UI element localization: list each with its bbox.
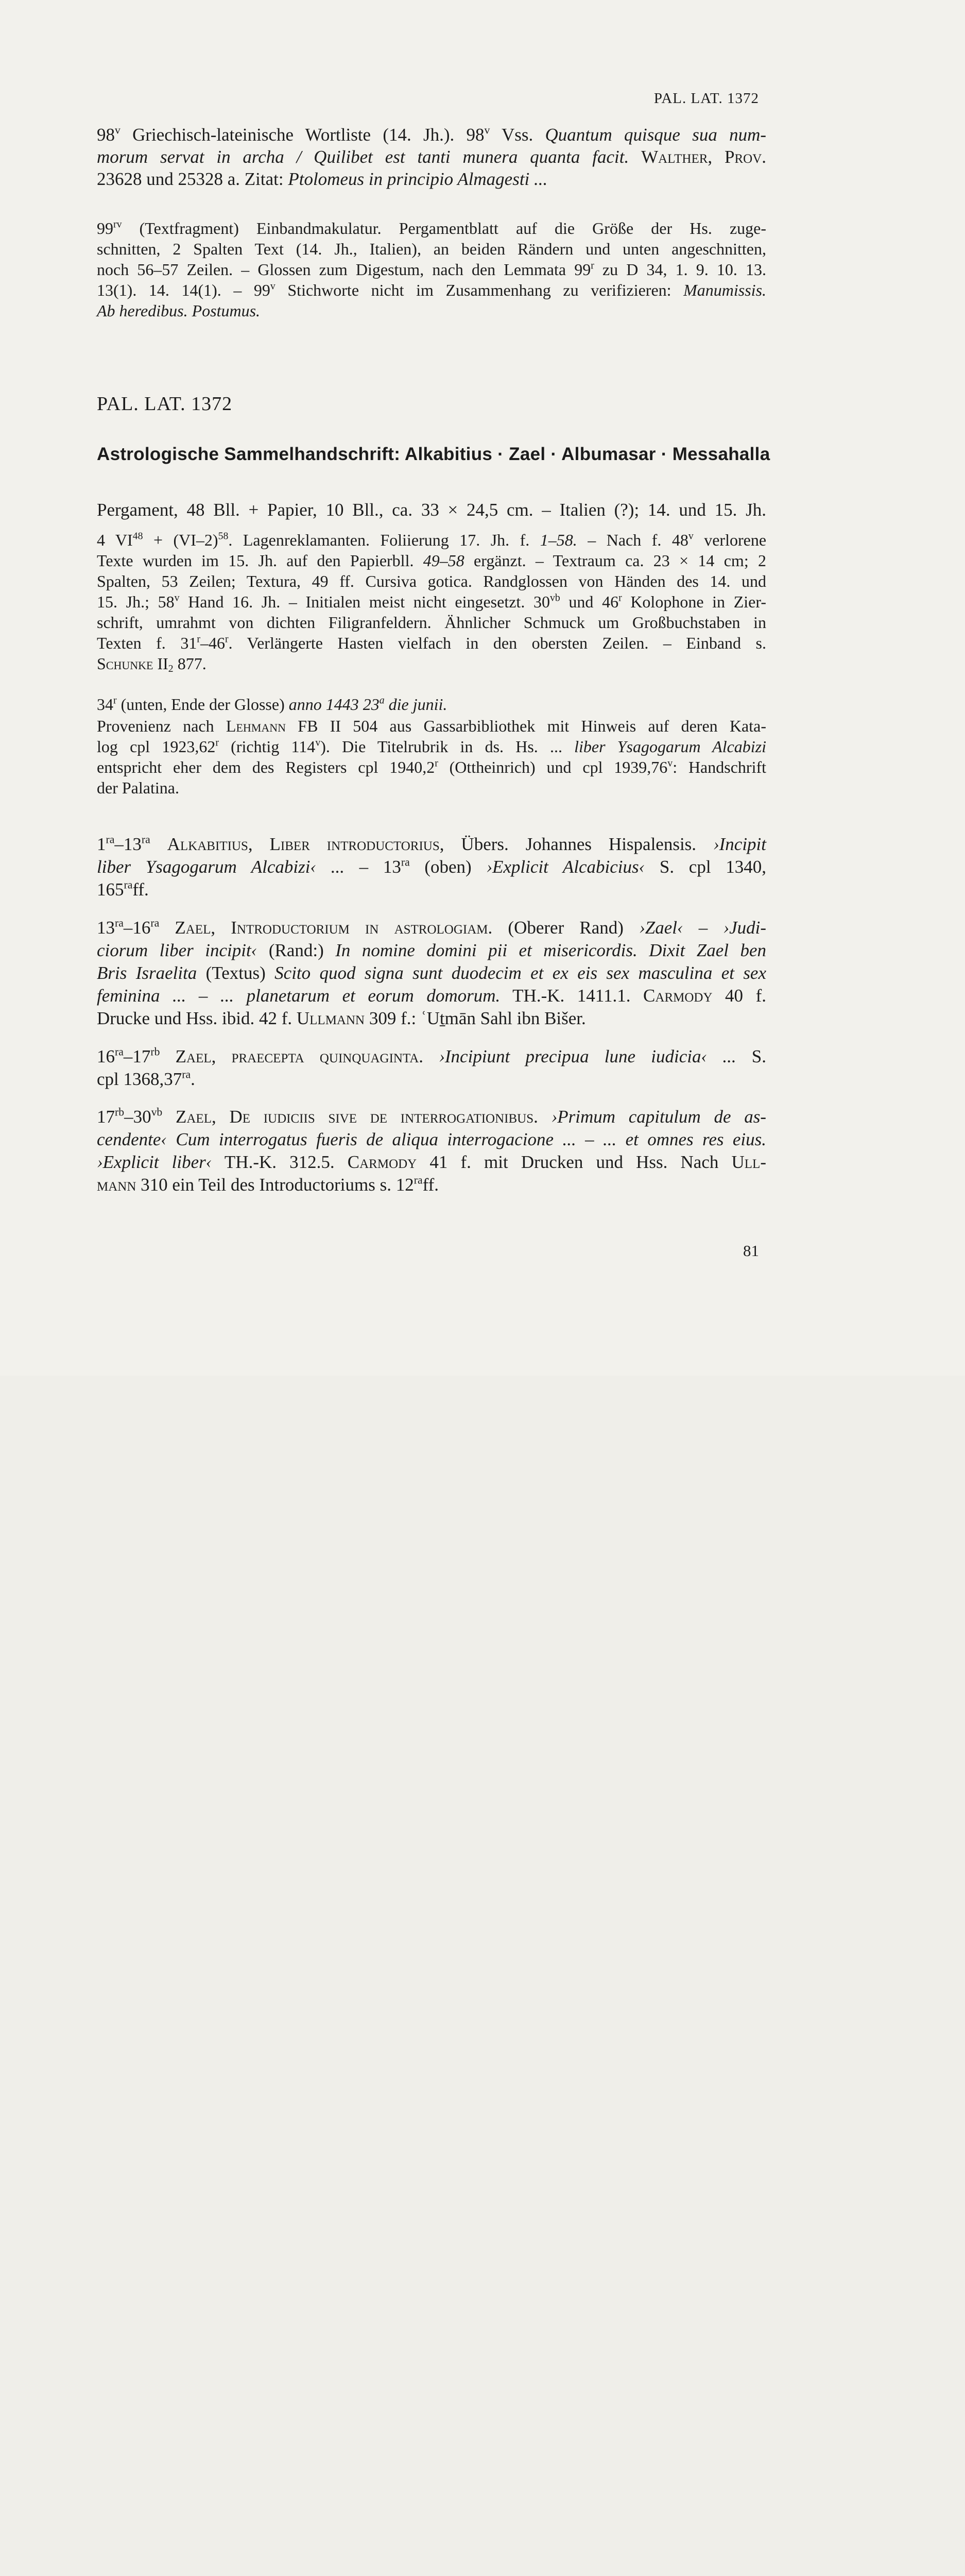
text-line: $17^{rb}-30^{vb}$ Zael, De iudiciis sive de interrogationibus. ›Primum capitulum de as- bbox=[97, 1106, 767, 1127]
text-line: 4 $VI^{48} + (VI-2)^{58}$. Lagenreklamanten. Foliierung 17. Jh. f. 1–58. – Nach f. 48$^v$ verlorene bbox=[97, 530, 767, 549]
text-line: Texte wurden im 15. Jh. auf den Papierbll. 49–58 ergänzt. – Textraum ca. 23 × 14 cm; 2 bbox=[97, 551, 767, 570]
content-entry-zael-praecepta bbox=[97, 1045, 766, 1091]
text-line: log cpl 1923,62$^r$ (richtig 114$^v$). Die Titelrubrik in ds. Hs. ... liber Ysagogarum Alcabizi bbox=[97, 737, 767, 756]
content-entry-alkabitius bbox=[97, 833, 766, 901]
text-line: mann 310 ein Teil des Introductoriums s. $12^{ra}ff$. bbox=[97, 1174, 439, 1195]
text-line: $165^{ra}ff$. bbox=[97, 878, 149, 900]
text-line: Schunke $II_2$ 877. bbox=[97, 654, 206, 674]
page-number: 81 bbox=[743, 1242, 759, 1260]
text-line: $13^{ra}-16^{ra}$ Zael, Introductorium in astrologiam. (Oberer Rand) ›Zael‹ – ›Judi- bbox=[97, 917, 766, 938]
viewer-footer bbox=[0, 1376, 965, 1446]
text-line: cendente‹ Cum interrogatus fueris de aliqua interrogacione ... – ... et omnes res eius. bbox=[97, 1129, 766, 1149]
text-line: Bris Israelita (Textus) Scito quod signa sunt duodecim et ex eis sex masculina et sex bbox=[97, 963, 767, 983]
text-line: feminina ... – ... planetarum et eorum domorum. TH.-K. 1411.1. Carmody 40 f. bbox=[97, 986, 767, 1006]
text-line: ciorum liber incipit‹ (Rand:) In nomine domini pii et misericordis. Dixit Zael ben bbox=[97, 940, 766, 960]
entry-98v bbox=[97, 124, 766, 190]
text-line: der Palatina. bbox=[97, 778, 179, 797]
codicology-paragraph bbox=[97, 530, 766, 674]
text-line: Spalten, 53 Zeilen; Textura, 49 ff. Cursiva gotica. Randglossen von Händen des 14. und bbox=[97, 572, 766, 590]
text-line: ›Explicit liber‹ TH.-K. 312.5. Carmody 41 f. mit Drucken und Hss. Nach Ull- bbox=[97, 1152, 766, 1172]
text-line: Pergament, 48 Bll. + Papier, 10 Bll., ca. 33 × 24,5 cm. – Italien (?); 14. und 15. Jh. bbox=[97, 500, 766, 520]
text-line: noch 56–57 Zeilen. – Glossen zum Digestum, nach den Lemmata 99$^r$ zu D 34, 1. 9. 10. 13. bbox=[97, 260, 767, 279]
entry-99rv bbox=[97, 218, 766, 321]
text-line: 34$^r$ (unten, Ende der Glosse) anno 1443 23$^a$ die junii. bbox=[97, 694, 447, 714]
text-line: schrift, umrahmt von dichten Filigranfeldern. Ähnlicher Schmuck um Großbuchstaben in bbox=[97, 613, 766, 632]
section-subtitle: Astrologische Sammelhandschrift: Alkabitius · Zael · Albumasar · Messahalla bbox=[97, 444, 770, 464]
text-line: 98$^v$ Griechisch-lateinische Wortliste (14. Jh.). 98$^v$ Vss. Quantum quisque sua num- bbox=[97, 124, 767, 145]
text-line: 13(1). 14. 14(1). – 99$^v$ Stichworte nicht im Zusammenhang zu verifizieren: Manumissis. bbox=[97, 280, 767, 299]
text-line: Ab heredibus. Postumus. bbox=[97, 301, 261, 320]
text-line: liber Ysagogarum Alcabizi‹ ... – $13^{ra}$ (oben) ›Explicit Alcabicius‹ S. cpl 1340, bbox=[97, 856, 766, 877]
text-line: Provenienz nach Lehmann FB II 504 aus Gassarbibliothek mit Hinweis auf deren Kata- bbox=[97, 717, 767, 735]
running-head: PAL. LAT. 1372 bbox=[653, 90, 759, 107]
text-line: morum servat in archa / Quilibet est tanti munera quanta facit. Walther, Prov. bbox=[97, 147, 767, 167]
text-line: 15. Jh.; 58$^v$ Hand 16. Jh. – Initialen meist nicht eingesetzt. $30^{vb}$ und 46$^r$ Kolophone in Zier- bbox=[97, 592, 766, 611]
provenance-paragraph bbox=[97, 716, 766, 798]
text-line: $16^{ra}-17^{rb}$ Zael, praecepta quinquaginta. ›Incipiunt precipua lune iudicia‹ ... S. bbox=[97, 1045, 767, 1066]
text-line: Drucke und Hss. ibid. 42 f. Ullmann 309 f.: ʿUṯmān Sahl ibn Bišer. bbox=[97, 1008, 586, 1028]
content-entry-zael-de-iudiciis bbox=[97, 1106, 766, 1196]
content-entry-zael-introductorium bbox=[97, 917, 766, 1030]
text-line: $1^{ra}-13^{ra}$ Alkabitius, Liber introductorius, Übers. Johannes Hispalensis. ›Incipit bbox=[97, 833, 767, 854]
text-line: Texten f. 31$^r$–46$^r$. Verlängerte Hasten vielfach in den obersten Zeilen. – Einband s. bbox=[97, 633, 767, 652]
section-title: PAL. LAT. 1372 bbox=[97, 393, 233, 415]
text-line: entspricht eher dem des Registers cpl 1940,2$^r$ (Ottheinrich) und cpl 1939,76$^v$: Handschrift bbox=[97, 757, 767, 776]
physical-description bbox=[97, 499, 766, 521]
text-line: schnitten, 2 Spalten Text (14. Jh., Italien), an beiden Rändern und unten angeschnitten, bbox=[97, 240, 766, 258]
text-line: $99^{rv}$ (Textfragment) Einbandmakulatur. Pergamentblatt auf die Größe der Hs. zuge- bbox=[97, 218, 766, 238]
text-line: cpl $1368,37^{ra}$. bbox=[97, 1068, 195, 1089]
dating-note bbox=[97, 694, 766, 715]
text-line: 23628 und 25328 a. Zitat: Ptolomeus in principio Almagesti ... bbox=[97, 169, 548, 189]
